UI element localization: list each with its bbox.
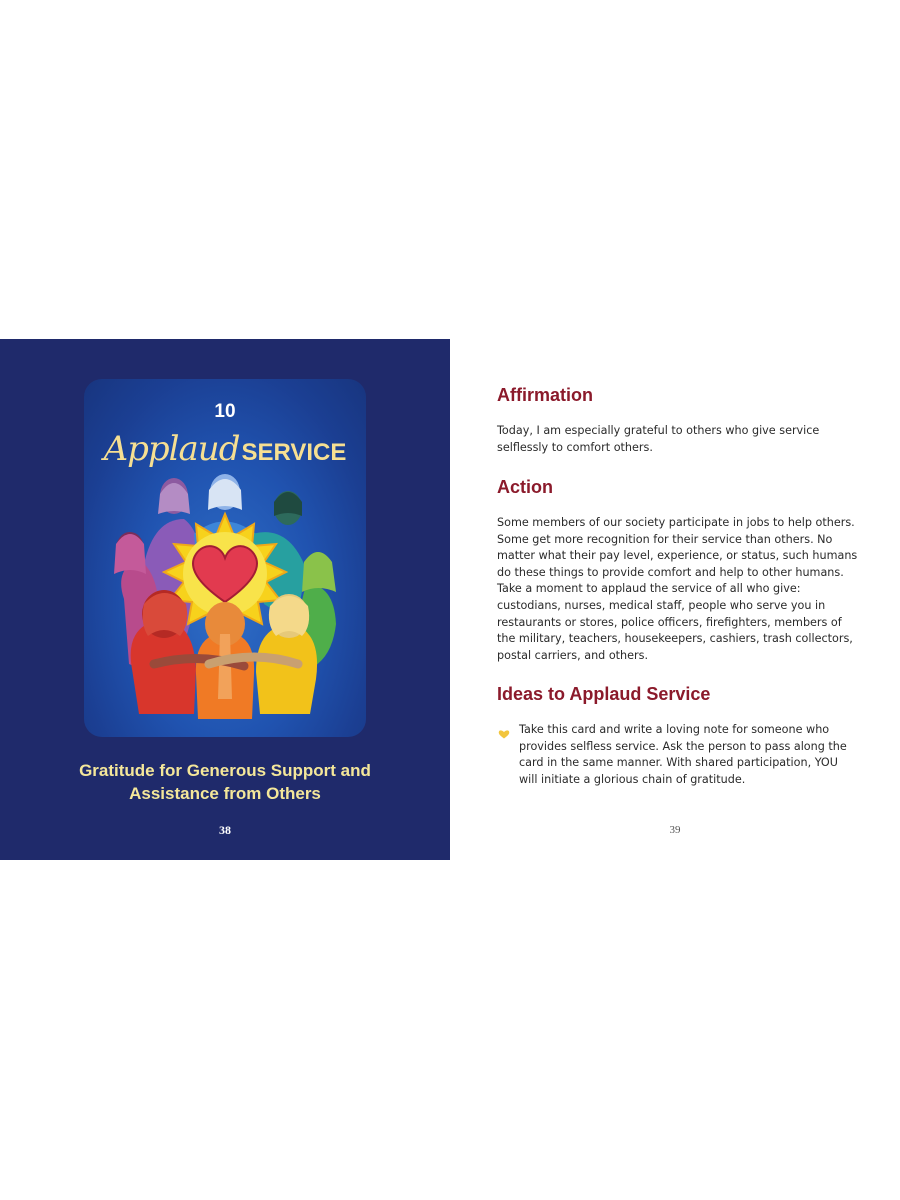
card-title-caps: SERVICE [241,439,347,466]
text-line: restaurants or stores, police officers, firefighters, members of [497,615,842,629]
text-line: Some members of our society participate in jobs to help others. [497,516,855,529]
card-title-script: Applaud [103,429,240,469]
card-illustration [84,474,366,737]
card-caption [60,759,390,805]
affirmation-heading: Affirmation [497,385,593,405]
text-line: custodians, nurses, medical staff, people who serve you in [497,598,826,612]
affirmation-text [497,423,857,456]
card-title [84,429,366,469]
right-page [450,339,900,860]
text-line: Some get more recognition for their service than others. No [497,532,833,546]
text-line: selflessly to comfort others. [497,440,653,454]
text-line: card in the same manner. With shared participation, YOU [519,756,838,770]
text-line: Take a moment to applaud the service of all who give: [497,582,801,596]
text-line: provides selfless service. Ask the person to pass along the [519,739,847,753]
heart-icon [498,729,510,739]
ideas-item [519,722,859,788]
action-heading: Action [497,477,553,497]
text-line: Today, I am especially grateful to others who give service [497,424,820,437]
page-number-right: 39 [669,824,681,836]
card-number: 10 [214,401,236,422]
left-page [0,339,450,860]
text-line: will initiate a glorious chain of gratitude. [519,772,746,786]
text-line: postal carriers, and others. [497,648,649,662]
people-front-row [131,590,317,719]
book-spread [0,339,900,860]
text-line: do these things to provide comfort and help to other humans. [497,565,844,579]
caption-line: Gratitude for Generous Support and [79,761,371,780]
ideas-heading: Ideas to Applaud Service [497,684,711,704]
text-line: the military, teachers, housekeepers, cashiers, trash collectors, [497,632,853,646]
caption-line: Assistance from Others [129,784,321,803]
action-text [497,515,857,664]
page-number-left: 38 [219,823,231,837]
text-line: Take this card and write a loving note for someone who [519,723,830,736]
text-line: matter what their pay level, experience, or status, such humans [497,549,858,563]
affirmation-card [84,379,366,737]
